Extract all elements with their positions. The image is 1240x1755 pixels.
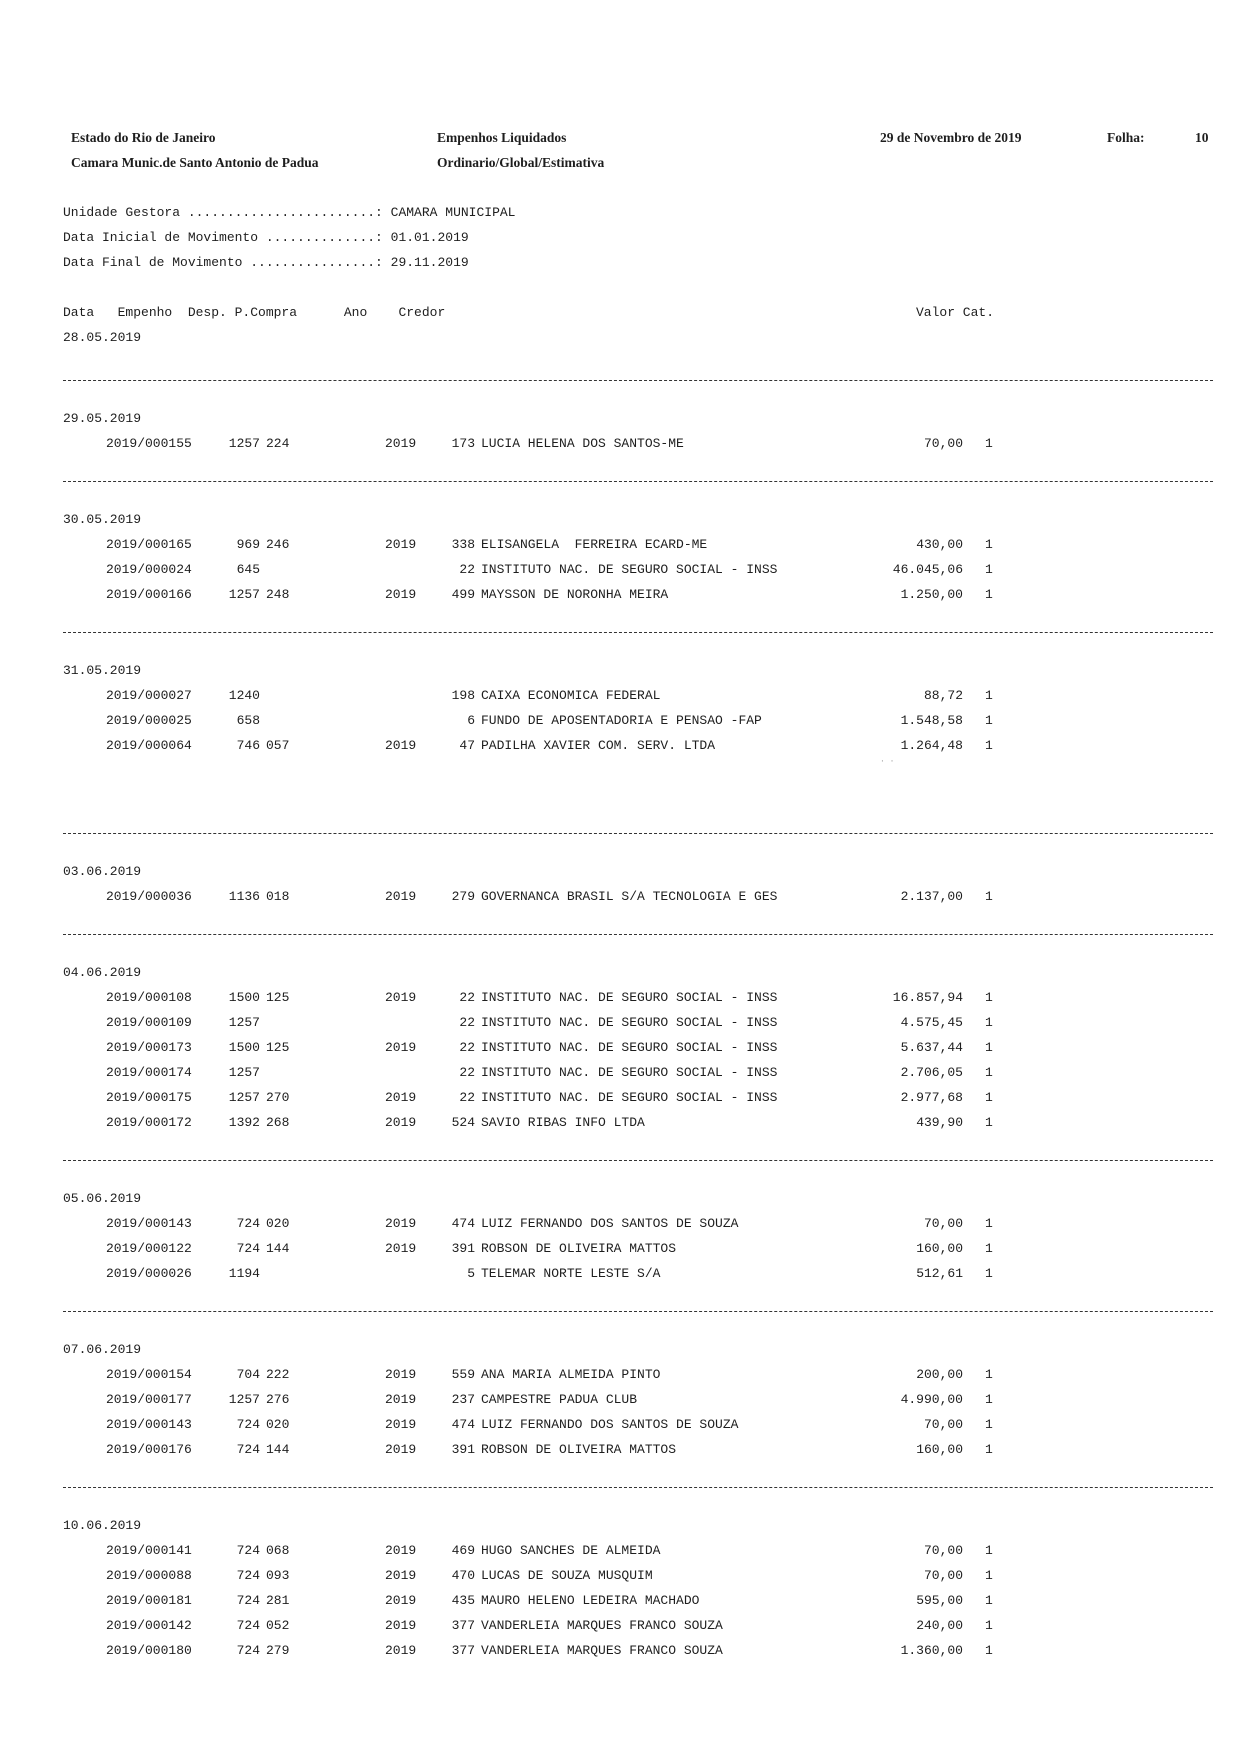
separator-line (63, 481, 1213, 507)
empenho-number: 2019/000064 (106, 738, 192, 753)
year: 2019 (385, 1392, 417, 1407)
separator-line (63, 1487, 1213, 1513)
despesa-code: 724 (236, 1543, 260, 1558)
category: 1 (985, 562, 993, 577)
year: 2019 (385, 537, 417, 552)
column-headers-right: Valor Cat. (916, 305, 995, 320)
entry-row (63, 1387, 1213, 1412)
purchase-order: 093 (266, 1568, 290, 1583)
entry-row (63, 1035, 1213, 1060)
category: 1 (985, 1392, 993, 1407)
year: 2019 (385, 1618, 417, 1633)
amount: 595,00 (916, 1593, 963, 1608)
creditor-name: FUNDO DE APOSENTADORIA E PENSAO -FAP (481, 713, 762, 728)
despesa-code: 1257 (228, 436, 260, 451)
amount: 200,00 (916, 1367, 963, 1382)
category: 1 (985, 1417, 993, 1432)
creditor-code: 524 (451, 1115, 475, 1130)
despesa-code: 1257 (228, 1090, 260, 1105)
year: 2019 (385, 436, 417, 451)
year: 2019 (385, 1442, 417, 1457)
creditor-name: CAIXA ECONOMICA FEDERAL (481, 688, 661, 703)
despesa-code: 724 (236, 1417, 260, 1432)
creditor-code: 22 (459, 1015, 475, 1030)
category: 1 (985, 990, 993, 1005)
purchase-order: 222 (266, 1367, 290, 1382)
creditor-code: 435 (451, 1593, 475, 1608)
purchase-order: 068 (266, 1543, 290, 1558)
creditor-name: LUIZ FERNANDO DOS SANTOS DE SOUZA (481, 1417, 739, 1432)
empenho-number: 2019/000174 (106, 1065, 192, 1080)
despesa-code: 704 (236, 1367, 260, 1382)
amount: 1.548,58 (900, 713, 963, 728)
despesa-code: 1136 (228, 889, 260, 904)
creditor-code: 338 (451, 537, 475, 552)
despesa-code: 724 (236, 1593, 260, 1608)
purchase-order: 248 (266, 587, 290, 602)
group-date: 07.06.2019 (63, 1342, 142, 1357)
creditor-code: 377 (451, 1643, 475, 1658)
amount: 16.857,94 (892, 990, 963, 1005)
entry-row (63, 1638, 1213, 1663)
category: 1 (985, 1216, 993, 1231)
report-date: 29 de Novembro de 2019 (880, 130, 1022, 145)
empenho-number: 2019/000143 (106, 1216, 192, 1231)
amount: 160,00 (916, 1241, 963, 1256)
category: 1 (985, 1241, 993, 1256)
page-label: Folha: (1107, 130, 1145, 145)
empenho-number: 2019/000176 (106, 1442, 192, 1457)
amount: 1.250,00 (900, 587, 963, 602)
purchase-order: 057 (266, 738, 290, 753)
empenho-number: 2019/000172 (106, 1115, 192, 1130)
creditor-name: VANDERLEIA MARQUES FRANCO SOUZA (481, 1618, 723, 1633)
empenho-number: 2019/000088 (106, 1568, 192, 1583)
creditor-code: 469 (451, 1543, 475, 1558)
year: 2019 (385, 1568, 417, 1583)
despesa-code: 724 (236, 1442, 260, 1457)
amount: 2.977,68 (900, 1090, 963, 1105)
entry-row (63, 557, 1213, 582)
despesa-code: 1257 (228, 587, 260, 602)
date-group (63, 833, 1213, 934)
category: 1 (985, 1618, 993, 1633)
year: 2019 (385, 1593, 417, 1608)
category: 1 (985, 688, 993, 703)
creditor-code: 22 (459, 1090, 475, 1105)
first-date: 28.05.2019 (63, 330, 142, 345)
amount: 70,00 (923, 1543, 963, 1558)
creditor-name: VANDERLEIA MARQUES FRANCO SOUZA (481, 1643, 723, 1658)
creditor-code: 279 (451, 889, 475, 904)
group-date: 29.05.2019 (63, 411, 142, 426)
separator-line (63, 380, 1213, 406)
purchase-order: 276 (266, 1392, 290, 1407)
amount: 4.575,45 (900, 1015, 963, 1030)
empenho-number: 2019/000154 (106, 1367, 192, 1382)
despesa-code: 724 (236, 1241, 260, 1256)
despesa-code: 1257 (228, 1015, 260, 1030)
creditor-code: 391 (451, 1241, 475, 1256)
year: 2019 (385, 738, 417, 753)
creditor-name: INSTITUTO NAC. DE SEGURO SOCIAL - INSS (481, 1065, 778, 1080)
despesa-code: 645 (236, 562, 260, 577)
category: 1 (985, 1015, 993, 1030)
creditor-code: 474 (451, 1417, 475, 1432)
creditor-name: HUGO SANCHES DE ALMEIDA (481, 1543, 661, 1558)
entry-row (63, 1538, 1213, 1563)
amount: 160,00 (916, 1442, 963, 1457)
despesa-code: 1500 (228, 1040, 260, 1055)
category: 1 (985, 1040, 993, 1055)
category: 1 (985, 1568, 993, 1583)
entry-row (63, 1110, 1213, 1135)
entry-row (63, 708, 1213, 733)
amount: 1.360,00 (900, 1643, 963, 1658)
separator-line (63, 833, 1213, 859)
despesa-code: 724 (236, 1643, 260, 1658)
empenho-number: 2019/000024 (106, 562, 192, 577)
amount: 2.137,00 (900, 889, 963, 904)
creditor-name: INSTITUTO NAC. DE SEGURO SOCIAL - INSS (481, 1090, 778, 1105)
data-inicial-line: Data Inicial de Movimento ..............: 01.01.2019 (63, 230, 469, 245)
amount: 4.990,00 (900, 1392, 963, 1407)
date-group (63, 632, 1213, 833)
creditor-name: LUIZ FERNANDO DOS SANTOS DE SOUZA (481, 1216, 739, 1231)
amount: 512,61 (916, 1266, 963, 1281)
creditor-code: 499 (451, 587, 475, 602)
creditor-code: 47 (459, 738, 475, 753)
creditor-code: 559 (451, 1367, 475, 1382)
creditor-name: LUCAS DE SOUZA MUSQUIM (481, 1568, 653, 1583)
unidade-gestora-line: Unidade Gestora ........................: CAMARA MUNICIPAL (63, 205, 516, 220)
group-date: 03.06.2019 (63, 864, 142, 879)
despesa-code: 1240 (228, 688, 260, 703)
date-group (63, 1487, 1213, 1688)
category: 1 (985, 436, 993, 451)
despesa-code: 724 (236, 1568, 260, 1583)
amount: 5.637,44 (900, 1040, 963, 1055)
amount: 240,00 (916, 1618, 963, 1633)
purchase-order: 125 (266, 1040, 290, 1055)
category: 1 (985, 713, 993, 728)
empenho-number: 2019/000165 (106, 537, 192, 552)
entry-row (63, 683, 1213, 708)
date-group (63, 380, 1213, 481)
report-subtitle: Ordinario/Global/Estimativa (437, 155, 605, 170)
empenho-number: 2019/000122 (106, 1241, 192, 1256)
creditor-code: 237 (451, 1392, 475, 1407)
creditor-name: GOVERNANCA BRASIL S/A TECNOLOGIA E GES (481, 889, 778, 904)
amount: 70,00 (923, 1216, 963, 1231)
purchase-order: 052 (266, 1618, 290, 1633)
category: 1 (985, 889, 993, 904)
year: 2019 (385, 1241, 417, 1256)
creditor-code: 377 (451, 1618, 475, 1633)
purchase-order: 125 (266, 990, 290, 1005)
purchase-order: 279 (266, 1643, 290, 1658)
amount: 70,00 (923, 1417, 963, 1432)
purchase-order: 144 (266, 1442, 290, 1457)
column-headers: Data Empenho Desp. P.Compra Ano Credor (63, 305, 446, 320)
empenho-number: 2019/000177 (106, 1392, 192, 1407)
amount: 439,90 (916, 1115, 963, 1130)
entry-row (63, 1085, 1213, 1110)
amount: 70,00 (923, 436, 963, 451)
year: 2019 (385, 1367, 417, 1382)
creditor-code: 22 (459, 990, 475, 1005)
empenho-number: 2019/000180 (106, 1643, 192, 1658)
empenho-number: 2019/000175 (106, 1090, 192, 1105)
purchase-order: 281 (266, 1593, 290, 1608)
empenho-number: 2019/000109 (106, 1015, 192, 1030)
entry-row (63, 1211, 1213, 1236)
category: 1 (985, 1115, 993, 1130)
despesa-code: 724 (236, 1618, 260, 1633)
category: 1 (985, 1543, 993, 1558)
date-group (63, 481, 1213, 632)
entry-row (63, 1236, 1213, 1261)
group-date: 05.06.2019 (63, 1191, 142, 1206)
date-group (63, 1311, 1213, 1487)
purchase-order: 268 (266, 1115, 290, 1130)
group-date: 31.05.2019 (63, 663, 142, 678)
amount: 46.045,06 (892, 562, 963, 577)
entry-row (63, 1437, 1213, 1462)
creditor-name: INSTITUTO NAC. DE SEGURO SOCIAL - INSS (481, 1015, 778, 1030)
despesa-code: 724 (236, 1216, 260, 1231)
despesa-code: 1500 (228, 990, 260, 1005)
empenho-number: 2019/000143 (106, 1417, 192, 1432)
entry-row (63, 1412, 1213, 1437)
separator-line (63, 632, 1213, 658)
empenho-number: 2019/000181 (106, 1593, 192, 1608)
despesa-code: 658 (236, 713, 260, 728)
category: 1 (985, 537, 993, 552)
despesa-code: 969 (236, 537, 260, 552)
creditor-name: PADILHA XAVIER COM. SERV. LTDA (481, 738, 716, 753)
empenho-number: 2019/000027 (106, 688, 192, 703)
entry-row (63, 1261, 1213, 1286)
creditor-name: ROBSON DE OLIVEIRA MATTOS (481, 1241, 677, 1256)
state-name: Estado do Rio de Janeiro (71, 130, 216, 145)
creditor-code: 198 (451, 688, 475, 703)
amount: 88,72 (923, 688, 963, 703)
purchase-order: 144 (266, 1241, 290, 1256)
category: 1 (985, 1065, 993, 1080)
creditor-code: 22 (459, 1065, 475, 1080)
creditor-code: 470 (451, 1568, 475, 1583)
year: 2019 (385, 1040, 417, 1055)
creditor-name: INSTITUTO NAC. DE SEGURO SOCIAL - INSS (481, 1040, 778, 1055)
category: 1 (985, 1442, 993, 1457)
category: 1 (985, 1266, 993, 1281)
separator-line (63, 1160, 1213, 1186)
category: 1 (985, 1367, 993, 1382)
entry-row (63, 1362, 1213, 1387)
empenho-number: 2019/000108 (106, 990, 192, 1005)
entries-list (63, 380, 1213, 1688)
empenho-number: 2019/000036 (106, 889, 192, 904)
category: 1 (985, 738, 993, 753)
category: 1 (985, 1643, 993, 1658)
creditor-name: ROBSON DE OLIVEIRA MATTOS (481, 1442, 677, 1457)
entry-row (63, 1060, 1213, 1085)
purchase-order: 020 (266, 1417, 290, 1432)
year: 2019 (385, 1643, 417, 1658)
creditor-code: 391 (451, 1442, 475, 1457)
creditor-code: 6 (467, 713, 475, 728)
category: 1 (985, 1593, 993, 1608)
despesa-code: 1257 (228, 1065, 260, 1080)
creditor-code: 22 (459, 1040, 475, 1055)
creditor-name: MAYSSON DE NORONHA MEIRA (481, 587, 669, 602)
entry-row (63, 1588, 1213, 1613)
empenho-number: 2019/000142 (106, 1618, 192, 1633)
page-number: 10 (1195, 130, 1209, 145)
creditor-name: MAURO HELENO LEDEIRA MACHADO (481, 1593, 700, 1608)
purchase-order: 224 (266, 436, 290, 451)
creditor-name: INSTITUTO NAC. DE SEGURO SOCIAL - INSS (481, 990, 778, 1005)
amount: 1.264,48 (900, 738, 963, 753)
category: 1 (985, 1090, 993, 1105)
chamber-name: Camara Munic.de Santo Antonio de Padua (71, 155, 319, 170)
entry-row (63, 1613, 1213, 1638)
empenho-number: 2019/000026 (106, 1266, 192, 1281)
group-date: 10.06.2019 (63, 1518, 142, 1533)
creditor-name: LUCIA HELENA DOS SANTOS-ME (481, 436, 684, 451)
despesa-code: 1194 (228, 1266, 260, 1281)
creditor-name: ELISANGELA FERREIRA ECARD-ME (481, 537, 708, 552)
creditor-name: ANA MARIA ALMEIDA PINTO (481, 1367, 661, 1382)
year: 2019 (385, 1417, 417, 1432)
year: 2019 (385, 587, 417, 602)
empenho-number: 2019/000141 (106, 1543, 192, 1558)
empenho-number: 2019/000173 (106, 1040, 192, 1055)
empenho-number: 2019/000025 (106, 713, 192, 728)
amount: 2.706,05 (900, 1065, 963, 1080)
category: 1 (985, 587, 993, 602)
year: 2019 (385, 1115, 417, 1130)
creditor-code: 5 (467, 1266, 475, 1281)
amount: 70,00 (923, 1568, 963, 1583)
entry-row (63, 431, 1213, 456)
despesa-code: 1392 (228, 1115, 260, 1130)
entry-row (63, 1563, 1213, 1588)
empenho-number: 2019/000166 (106, 587, 192, 602)
empenho-number: 2019/000155 (106, 436, 192, 451)
report-title: Empenhos Liquidados (437, 130, 567, 145)
entry-row (63, 532, 1213, 557)
data-final-line: Data Final de Movimento ................: 29.11.2019 (63, 255, 469, 270)
creditor-name: CAMPESTRE PADUA CLUB (481, 1392, 638, 1407)
amount: 430,00 (916, 537, 963, 552)
separator-line (63, 934, 1213, 960)
entry-row (63, 582, 1213, 607)
entry-row (63, 733, 1213, 758)
purchase-order: 246 (266, 537, 290, 552)
entry-row (63, 985, 1213, 1010)
creditor-name: SAVIO RIBAS INFO LTDA (481, 1115, 645, 1130)
year: 2019 (385, 889, 417, 904)
date-group (63, 934, 1213, 1160)
purchase-order: 018 (266, 889, 290, 904)
creditor-name: INSTITUTO NAC. DE SEGURO SOCIAL - INSS (481, 562, 778, 577)
year: 2019 (385, 1543, 417, 1558)
date-group (63, 1160, 1213, 1311)
creditor-code: 173 (451, 436, 475, 451)
despesa-code: 746 (236, 738, 260, 753)
creditor-code: 474 (451, 1216, 475, 1231)
scan-dots: · · (880, 757, 895, 766)
group-date: 30.05.2019 (63, 512, 142, 527)
creditor-code: 22 (459, 562, 475, 577)
purchase-order: 020 (266, 1216, 290, 1231)
group-date: 04.06.2019 (63, 965, 142, 980)
entry-row (63, 884, 1213, 909)
creditor-name: TELEMAR NORTE LESTE S/A (481, 1266, 661, 1281)
year: 2019 (385, 990, 417, 1005)
purchase-order: 270 (266, 1090, 290, 1105)
despesa-code: 1257 (228, 1392, 260, 1407)
year: 2019 (385, 1090, 417, 1105)
entry-row (63, 1010, 1213, 1035)
year: 2019 (385, 1216, 417, 1231)
separator-line (63, 1311, 1213, 1337)
